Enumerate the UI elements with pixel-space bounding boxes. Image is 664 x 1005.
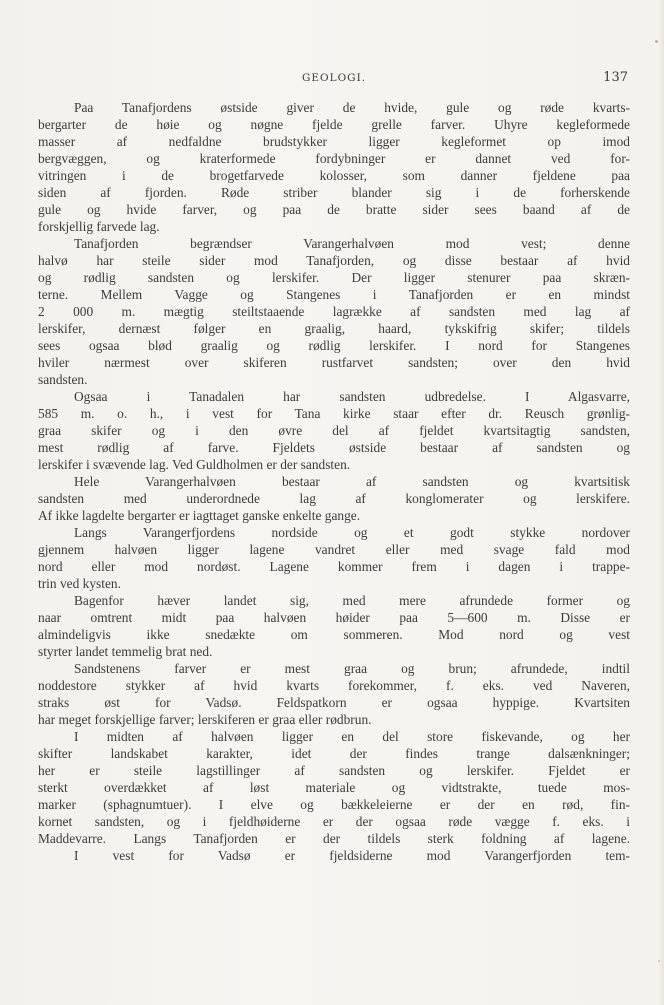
text-line: Tanafjorden begrændser Varangerhalvøen mod vest; denne — [74, 236, 630, 251]
text-line: Af ikke lagdelte bergarter er iagttaget ganske enkelte gange. — [38, 508, 361, 523]
body-text — [38, 99, 630, 864]
text-line: I vest for Vadsø er fjeldsiderne mod Varangerfjorden tem- — [74, 848, 630, 863]
text-line: Bagenfor hæver landet sig, med mere afrundede former og — [74, 593, 630, 608]
text-line: straks øst for Vadsø. Feldspatkorn er ogsaa hyppige. Kvartsiten — [38, 695, 630, 710]
page-speck — [655, 40, 658, 43]
text-line: gule og hvide farver, og paa de bratte sider sees baand af de — [38, 202, 630, 217]
text-line: masser af nedfaldne brudstykker ligger kegleformet op imod — [38, 134, 630, 149]
text-line: bergarter de høie og nøgne fjelde grelle farver. Uhyre kegleformede — [38, 117, 630, 132]
text-line: sandsten med underordnede lag af konglomerater og lerskifere. — [38, 491, 630, 506]
text-line: mest rødlig af farve. Fjeldets østside bestaar af sandsten og — [38, 440, 630, 455]
text-line: marker (sphagnumtuer). I elve og bækkeleierne er der en rød, fin- — [38, 797, 630, 812]
text-line: Ogsaa i Tanadalen har sandsten udbredelse. I Algasvarre, — [74, 389, 630, 404]
text-line: 585 m. o. h., i vest for Tana kirke staar efter dr. Reusch grønlig- — [38, 406, 630, 421]
text-line: Paa Tanafjordens østside giver de hvide, gule og røde kvarts- — [74, 100, 630, 115]
text-line: lerskifer i svævende lag. Ved Guldholmen er der sandsten. — [38, 457, 351, 472]
text-line: almindeligvis ikke snedækte om sommeren. Mod nord og vest — [38, 627, 630, 642]
text-line: terne. Mellem Vagge og Stangenes i Tanafjorden er en mindst — [38, 287, 630, 302]
text-line: forskjellig farvede lag. — [38, 219, 160, 234]
text-line: vitringen i de brogetfarvede kolosser, som danner fjeldene paa — [38, 168, 630, 183]
text-line: og rødlig sandsten og lerskifer. Der ligger stenurer paa skræn- — [38, 270, 630, 285]
page-number: 137 — [603, 70, 628, 85]
text-line: lerskifer, dernæst følger en graalig, haard, tykskifrig skifer; tildels — [38, 321, 630, 336]
text-line: skifter landskabet karakter, idet der findes trange dalsænkninger; — [38, 746, 630, 761]
running-title: GEOLOGI. — [301, 72, 367, 84]
text-line: gjennem halvøen ligger lagene vandret eller med svage fald mod — [38, 542, 630, 557]
text-line: hviler nærmest over skiferen rustfarvet sandsten; over den hvid — [38, 355, 630, 370]
text-line: 2 000 m. mægtig steiltstaaende lagrække af sandsten med lag af — [38, 304, 630, 319]
text-line: sandsten. — [38, 372, 88, 387]
text-line: sterkt overdækket af løst materiale og vidtstrakte, tuede mos- — [38, 780, 630, 795]
text-line: siden af fjorden. Røde striber blander sig i de forherskende — [38, 185, 630, 200]
text-line: trin ved kysten. — [38, 576, 121, 591]
text-line: nord eller mod nordøst. Lagene kommer frem i dagen i trappe- — [38, 559, 630, 574]
text-line: Hele Varangerhalvøen bestaar af sandsten og kvartsitisk — [74, 474, 630, 489]
text-line: sees ogsaa blød graalig og rødlig lerskifer. I nord for Stangenes — [38, 338, 630, 353]
text-line: Maddevarre. Langs Tanafjorden er der tildels sterk foldning af lagene. — [38, 831, 630, 846]
text-line: graa skifer og i den øvre del af fjeldet kvartsitagtig sandsten, — [38, 423, 630, 438]
text-line: kornet sandsten, og i fjeldhøiderne er der ogsaa røde vægge f. eks. i — [38, 814, 630, 829]
text-line: I midten af halvøen ligger en del store fiskevande, og her — [74, 729, 630, 744]
text-line: styrter landet temmelig brat ned. — [38, 644, 213, 659]
text-line: Sandstenens farver er mest graa og brun; afrundede, indtil — [74, 661, 630, 676]
text-line: Langs Varangerfjordens nordside og et godt stykke nordover — [74, 525, 630, 540]
text-line: bergvæggen, og kraterformede fordybninger er dannet ved for- — [38, 151, 630, 166]
text-line: halvø har steile sider mod Tanafjorden, og disse bestaar af hvid — [38, 253, 630, 268]
page-header — [38, 70, 630, 88]
page-edge-shadow — [658, 0, 664, 1005]
text-line: her er steile lagstillinger af sandsten og lerskifer. Fjeldet er — [38, 763, 630, 778]
page-speck — [658, 960, 660, 962]
text-line: naar omtrent midt paa halvøen høider paa 5—600 m. Disse er — [38, 610, 630, 625]
text-line: har meget forskjellige farver; lerskiferen er graa eller rødbrun. — [38, 712, 372, 727]
text-line: noddestore stykker af hvid kvarts forekommer, f. eks. ved Naveren, — [38, 678, 630, 693]
